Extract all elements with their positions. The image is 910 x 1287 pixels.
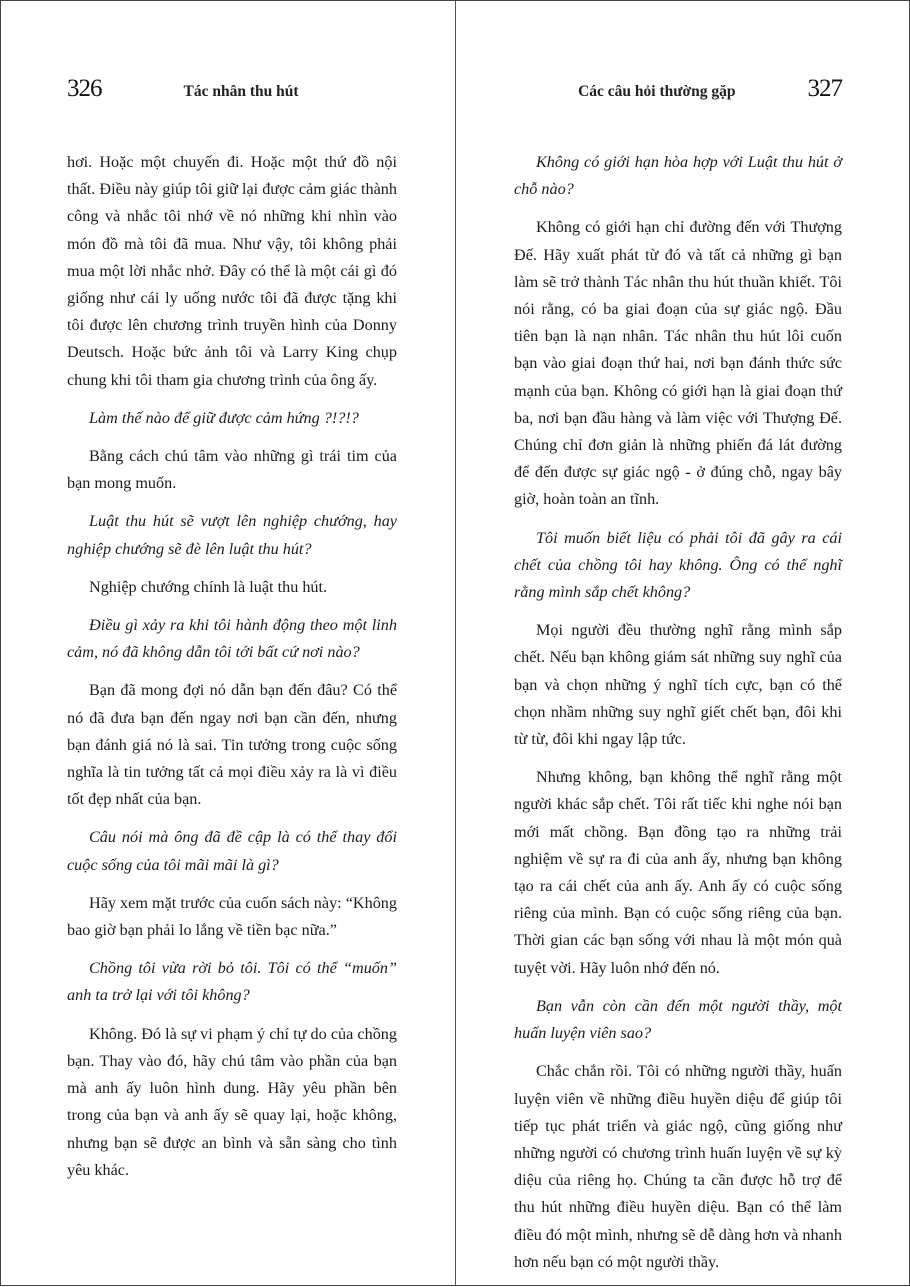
answer: Không. Đó là sự vi phạm ý chí tự do của chồng bạn. Thay vào đó, hãy chú tâm vào phần của bạn mà anh ấy luôn hình dung. Hãy yêu phần bên trong của bạn và anh ấy sẽ quay lại, hoặc không, nhưng bạn sẽ được an bình và sẵn sàng cho tình yêu khác. bbox=[67, 1024, 397, 1179]
answer: Mọi người đều thường nghĩ rằng mình sắp chết. Nếu bạn không giám sát những suy nghĩ của bạn và chọn những ý nghĩ tích cực, bạn có thể chọn nhầm những suy nghĩ giết chết bạn, đôi khi từ từ, đôi khi ngay lập tức. bbox=[514, 621, 842, 749]
page-number: 326 bbox=[67, 75, 102, 102]
question: Luật thu hút sẽ vượt lên nghiệp chướng, hay nghiệp chướng sẽ đè lên luật thu hút? bbox=[67, 512, 397, 558]
answer: Nhưng không, bạn không thể nghĩ rằng một người khác sắp chết. Tôi rất tiếc khi nghe nói bạn mới mất chồng. Bạn đồng tạo ra những trải nghiệm về sự ra đi của anh ấy, nhưng bạn không tạo ra cái chết của anh ấy. Anh ấy có cuộc sống riêng của mình. Bạn có cuộc sống riêng của bạn. Thời gian các bạn sống với nhau là một món quà tuyệt vời. Hãy luôn nhớ đến nó. bbox=[514, 768, 842, 977]
right-page-header bbox=[456, 75, 842, 105]
running-title: Tác nhân thu hút bbox=[183, 83, 299, 100]
page-number: 327 bbox=[807, 75, 842, 102]
answer: Chắc chắn rồi. Tôi có những người thầy, huấn luyện viên về những điều huyền diệu để giúp tôi tiếp tục phát triển và giác ngộ, cũng giống như những người có chương trình huấn luyện về sự kỳ diệu của riêng họ. Chúng ta cần được hỗ trợ để thu hút những điều huyền diệu. Bạn có thể làm điều đó một mình, nhưng sẽ dễ dàng hơn và nhanh hơn nếu bạn có một người thầy. bbox=[514, 1062, 842, 1271]
answer: Hãy xem mặt trước của cuốn sách này: “Không bao giờ bạn phải lo lắng về tiền bạc nữa.” bbox=[67, 893, 397, 940]
answer: Bạn đã mong đợi nó dẫn bạn đến đâu? Có thể nó đã đưa bạn đến ngay nơi bạn cần đến, nhưng bạn đánh giá nó là sai. Tin tưởng trong cuộc sống nghĩa là tin tưởng tất cả mọi điều xảy ra là vì điều tốt đẹp nhất của bạn. bbox=[67, 681, 397, 809]
running-title: Các câu hỏi thường gặp bbox=[578, 83, 736, 100]
right-page bbox=[455, 1, 909, 1285]
question: Bạn vẫn còn cần đến một người thầy, một huấn luyện viên sao? bbox=[514, 996, 842, 1043]
question: Tôi muốn biết liệu có phải tôi đã gây ra cái chết của chồng tôi hay không. Ông có thể nghĩ rằng mình sắp chết không? bbox=[514, 528, 842, 602]
left-page-header bbox=[67, 75, 397, 105]
answer: Nghiệp chướng chính là luật thu hút. bbox=[89, 577, 328, 596]
question: Không có giới hạn hòa hợp với Luật thu hút ở chỗ nào? bbox=[514, 153, 842, 199]
paragraph: hơi. Hoặc một chuyến đi. Hoặc một thứ đồ nội thất. Điều này giúp tôi giữ lại được cảm giác thành công và nhắc tôi nhớ về nó những khi nhìn vào món đồ mà tôi đã mua. Như vậy, tôi không phải mua một lời nhắc nhở. Đây có thể là một cái gì đó giống như cái ly uống nước tôi đã được tặng khi tôi được lên chương trình truyền hình của Donny Deutsch. Hoặc bức ảnh tôi và Larry King chụp chung khi tôi tham gia chương trình của ông ấy. bbox=[67, 153, 397, 389]
question: Điều gì xảy ra khi tôi hành động theo một linh cảm, nó đã không dẫn tôi tới bất cứ nơi nào? bbox=[67, 616, 397, 662]
left-page bbox=[1, 1, 455, 1285]
question: Câu nói mà ông đã đề cập là có thể thay đổi cuộc sống của tôi mãi mãi là gì? bbox=[67, 828, 397, 874]
right-page-body bbox=[514, 149, 842, 1287]
answer: Không có giới hạn chỉ đường đến với Thượng Đế. Hãy xuất phát từ đó và tất cả những gì bạn làm sẽ trở thành Tác nhân thu hút thuần khiết. Tôi nói rằng, có ba giai đoạn của sự giác ngộ. Đầu tiên bạn là nạn nhân. Tác nhân thu hút lôi cuốn bạn vào giai đoạn thứ hai, nơi bạn đánh thức sức mạnh của bạn. Không có giới hạn là giai đoạn thứ ba, nơi bạn đầu hàng và làm việc với Thượng Đế. Chúng chỉ đơn giản là những phiến đá lát đường để đến được sự giác ngộ - ở đúng chỗ, ngay bây giờ, hoàn toàn an tĩnh. bbox=[514, 218, 842, 509]
question: Làm thế nào để giữ được cảm hứng ?!?!? bbox=[89, 408, 359, 427]
question: Chồng tôi vừa rời bỏ tôi. Tôi có thể “muốn” anh ta trở lại với tôi không? bbox=[67, 959, 397, 1005]
left-page-body bbox=[67, 149, 397, 1195]
answer: Bằng cách chú tâm vào những gì trái tim của bạn mong muốn. bbox=[67, 447, 397, 493]
